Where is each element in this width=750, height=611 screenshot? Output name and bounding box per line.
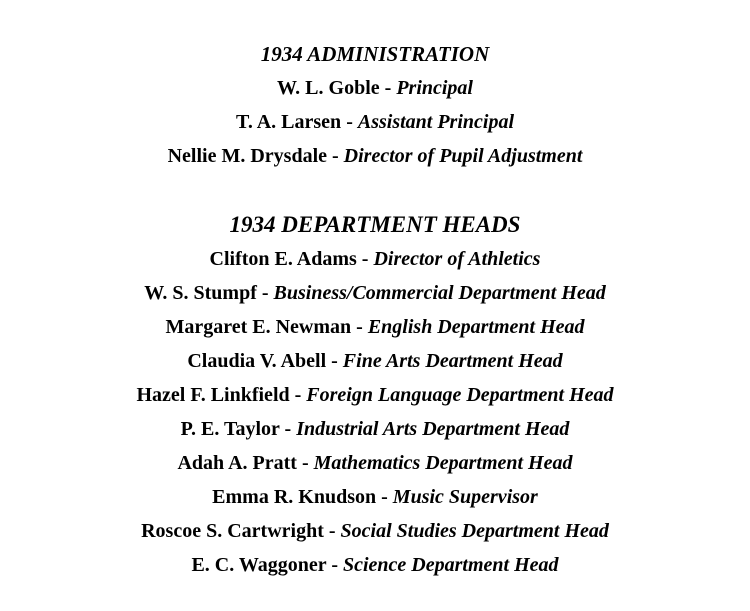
person-name: W. L. Goble <box>277 77 380 99</box>
department-head-entry <box>0 514 750 548</box>
department-head-entry <box>0 480 750 514</box>
department-head-entry <box>0 446 750 480</box>
administration-entry <box>0 71 750 105</box>
person-title: Fine Arts Deartment Head <box>342 350 563 372</box>
person-title: Foreign Language Department Head <box>306 384 614 406</box>
person-name: Roscoe S. Cartwright <box>141 520 324 542</box>
name-title-separator: - <box>326 350 343 372</box>
department-heads-heading: 1934 DEPARTMENT HEADS <box>229 212 521 237</box>
department-head-entry <box>0 412 750 446</box>
administration-section <box>0 37 750 173</box>
department-head-entry <box>0 310 750 344</box>
person-name: E. C. Waggoner <box>191 554 327 576</box>
person-title: Mathematics Department Head <box>313 452 573 474</box>
person-name: Clifton E. Adams <box>209 248 357 270</box>
department-head-entry <box>0 242 750 276</box>
name-title-separator: - <box>279 418 297 440</box>
person-title: Industrial Arts Department Head <box>296 418 570 440</box>
person-name: P. E. Taylor <box>180 418 280 440</box>
department-head-entry <box>0 548 750 582</box>
person-name: W. S. Stumpf <box>144 282 257 304</box>
department-head-entry <box>0 344 750 378</box>
name-title-separator: - <box>379 77 397 99</box>
name-title-separator: - <box>323 520 341 542</box>
person-name: Claudia V. Abell <box>187 350 327 372</box>
person-name: Margaret E. Newman <box>165 316 352 338</box>
department-heads-section <box>0 208 750 582</box>
person-name: Adah A. Pratt <box>177 452 297 474</box>
person-title: Business/Commercial Department Head <box>273 282 606 304</box>
name-title-separator: - <box>256 282 274 304</box>
administration-entry <box>0 105 750 139</box>
administration-entry <box>0 139 750 173</box>
department-head-entry <box>0 378 750 412</box>
name-title-separator: - <box>289 384 307 406</box>
name-title-separator: - <box>296 452 314 474</box>
person-title: Science Department Head <box>342 554 559 576</box>
person-title: Assistant Principal <box>357 111 515 133</box>
name-title-separator: - <box>376 486 393 508</box>
person-title: Principal <box>396 77 473 99</box>
person-name: Hazel F. Linkfield <box>136 384 290 406</box>
name-title-separator: - <box>341 111 358 133</box>
name-title-separator: - <box>356 248 374 270</box>
name-title-separator: - <box>351 316 368 338</box>
name-title-separator: - <box>327 145 344 167</box>
person-name: Emma R. Knudson <box>212 486 377 508</box>
person-title: Social Studies Department Head <box>340 520 609 542</box>
person-name: T. A. Larsen <box>235 111 342 133</box>
department-head-entry <box>0 276 750 310</box>
person-title: Music Supervisor <box>392 486 538 508</box>
person-name: Nellie M. Drysdale <box>167 145 327 167</box>
administration-heading: 1934 ADMINISTRATION <box>260 42 490 66</box>
person-title: English Department Head <box>367 316 585 338</box>
person-title: Director of Pupil Adjustment <box>343 145 583 167</box>
person-title: Director of Athletics <box>373 248 541 270</box>
name-title-separator: - <box>326 554 343 576</box>
